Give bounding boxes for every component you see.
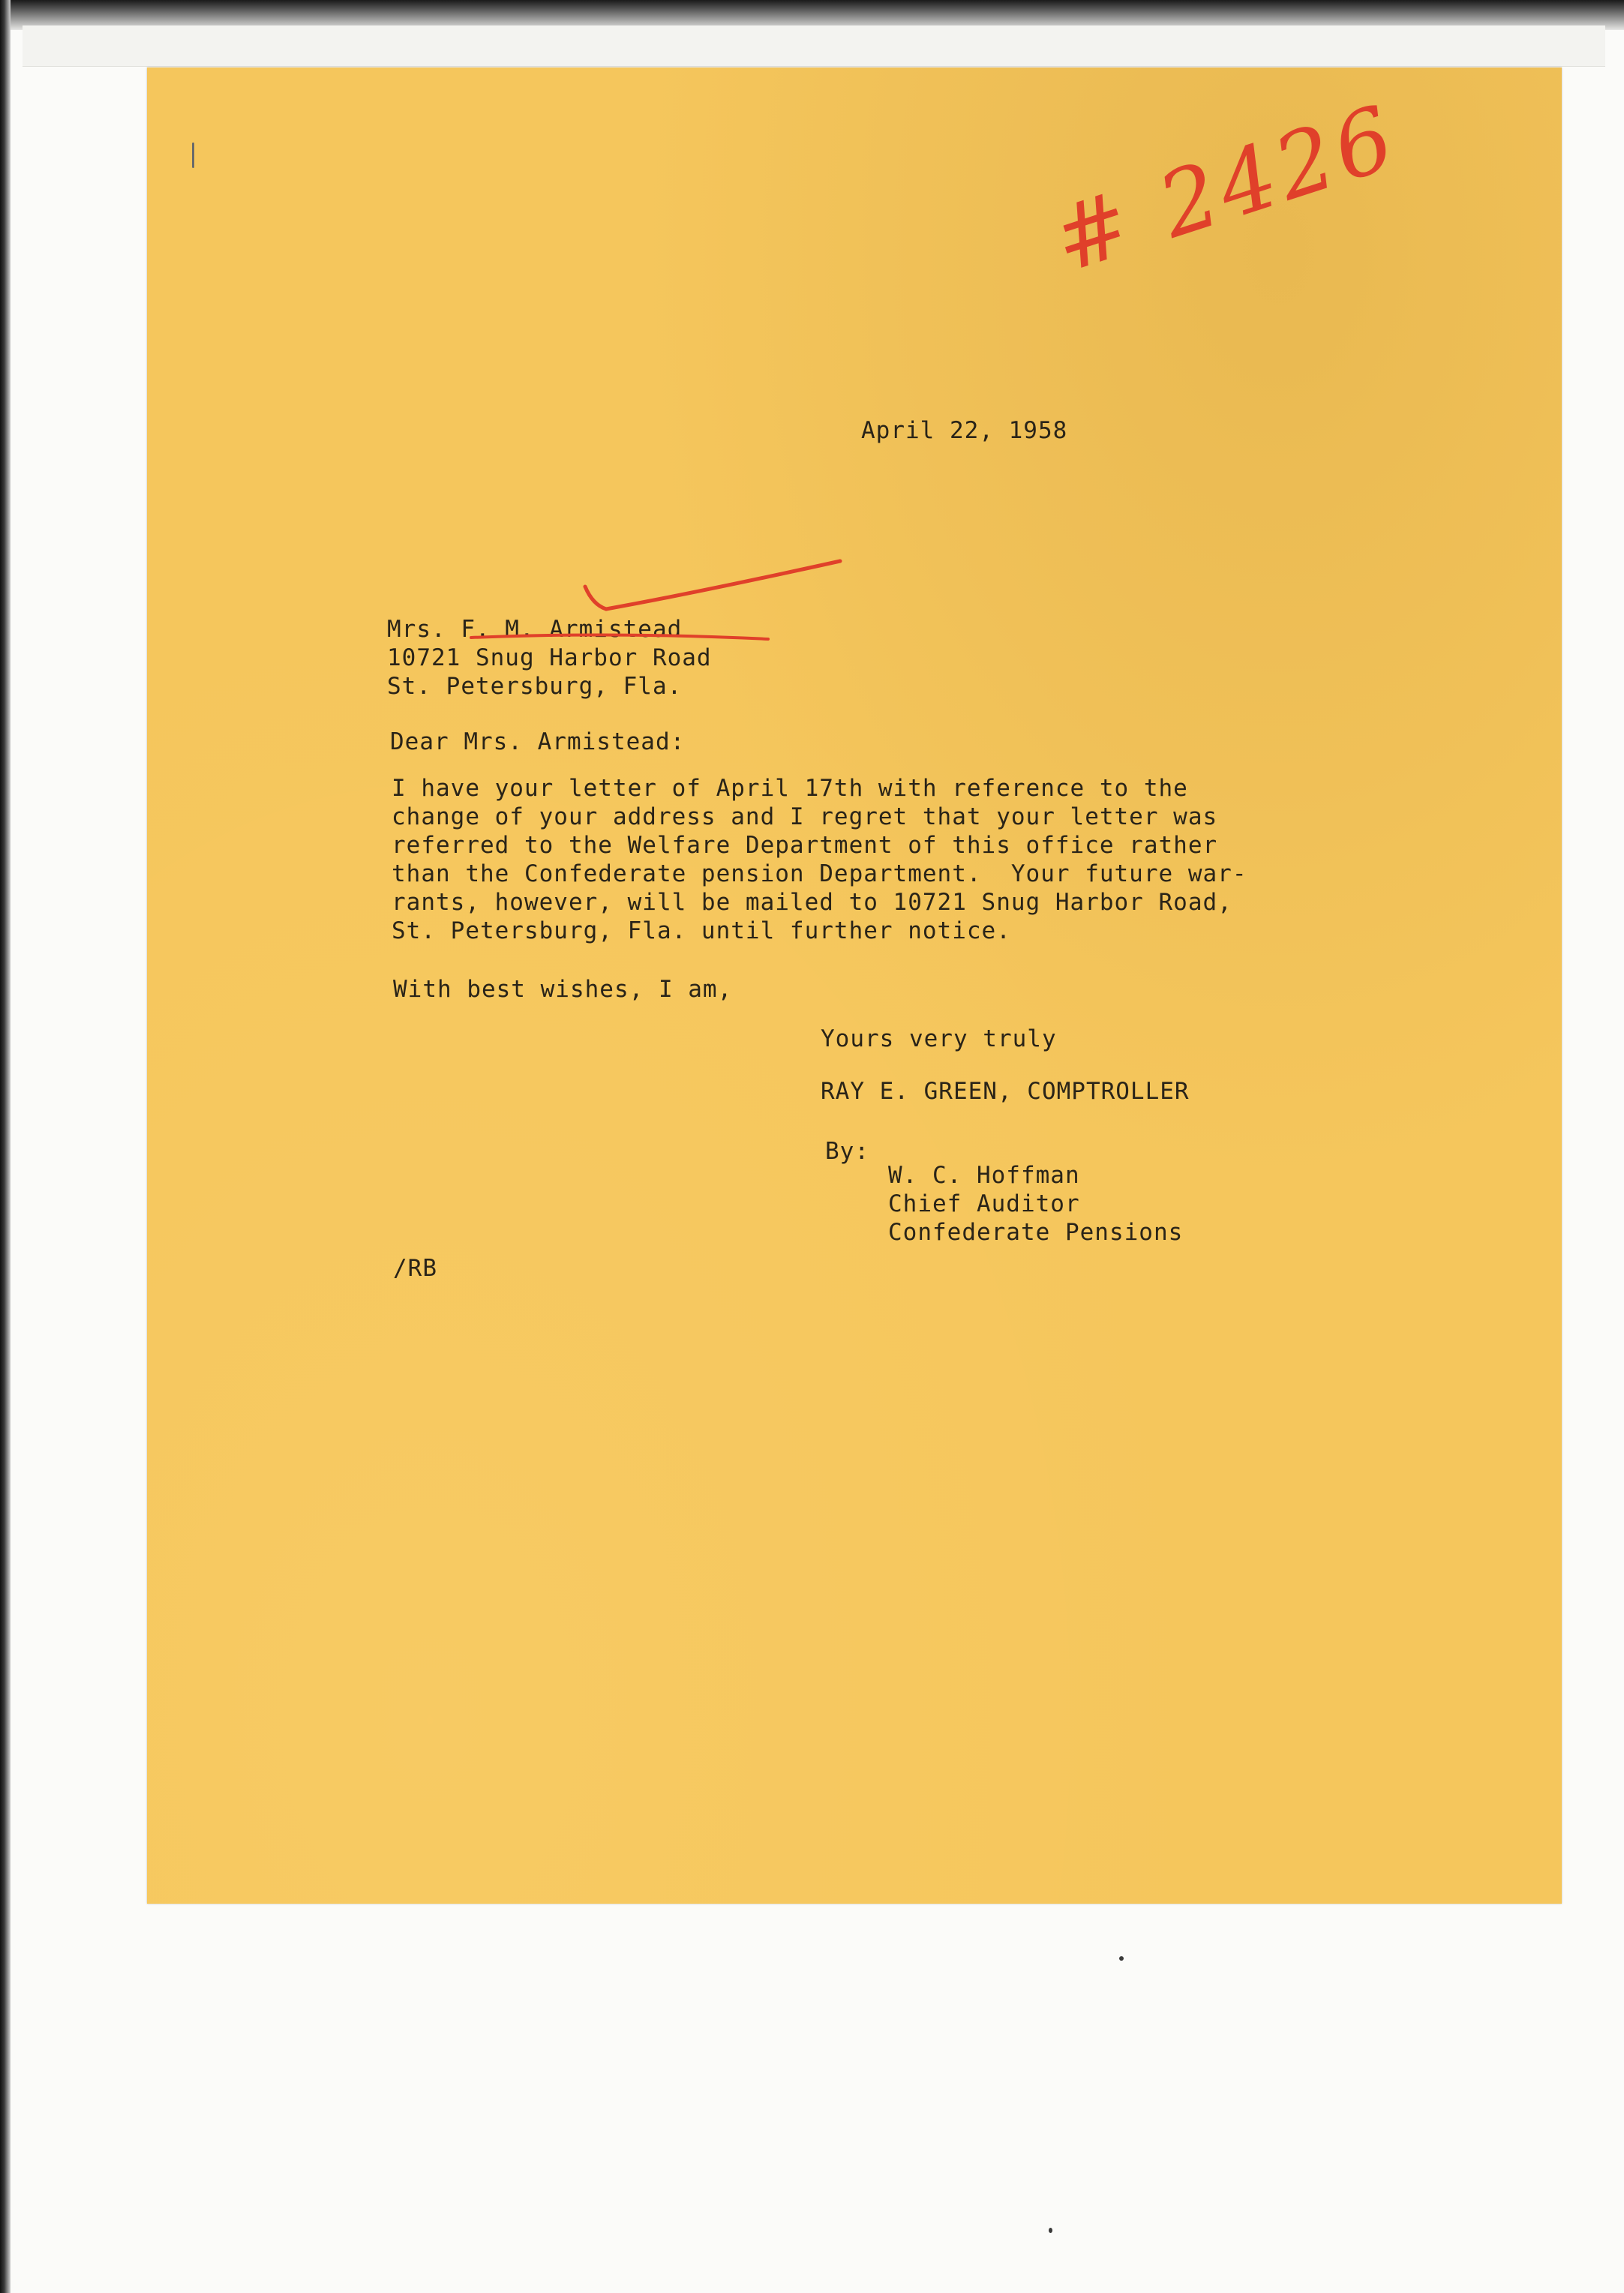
letter-body: [392, 774, 1247, 945]
body-line: I have your letter of April 17th with reference to the: [392, 775, 1188, 802]
typist-initials: /RB: [393, 1255, 437, 1282]
closing-wish: With best wishes, I am,: [393, 976, 733, 1003]
recipient-street: 10721 Snug Harbor Road: [387, 644, 712, 671]
body-line: than the Confederate pension Department. Your future war-: [392, 860, 1247, 887]
body-line: rants, however, will be mailed to 10721 Snug Harbor Road,: [392, 889, 1232, 916]
complimentary-close: Yours very truly: [821, 1025, 1057, 1052]
body-line: referred to the Welfare Department of this office rather: [392, 832, 1218, 859]
handwritten-file-number: # 2426: [1040, 84, 1410, 293]
scanner-top-strip: [23, 26, 1605, 67]
signatory: RAY E. GREEN, COMPTROLLER: [821, 1078, 1190, 1105]
scan-speck: [1049, 2228, 1052, 2233]
signer-department: Confederate Pensions: [888, 1219, 1184, 1246]
scan-left-edge: [0, 0, 11, 2293]
salutation: Dear Mrs. Armistead:: [390, 728, 686, 755]
body-line: St. Petersburg, Fla. until further notice.: [392, 917, 1011, 944]
body-line: change of your address and I regret that your letter was: [392, 803, 1218, 830]
scan-speck: [192, 143, 194, 168]
signer-block: [888, 1161, 1183, 1247]
letter-paper: [147, 68, 1562, 1904]
by-label: By:: [825, 1138, 869, 1165]
signer-title: Chief Auditor: [888, 1190, 1080, 1217]
letter-date: April 22, 1958: [861, 417, 1068, 444]
recipient-name: Mrs. F. M. Armistead: [387, 616, 683, 643]
signer-name: W. C. Hoffman: [888, 1162, 1080, 1189]
scan-speck: [1119, 1956, 1124, 1961]
recipient-address: [387, 615, 712, 701]
recipient-city: St. Petersburg, Fla.: [387, 673, 683, 700]
